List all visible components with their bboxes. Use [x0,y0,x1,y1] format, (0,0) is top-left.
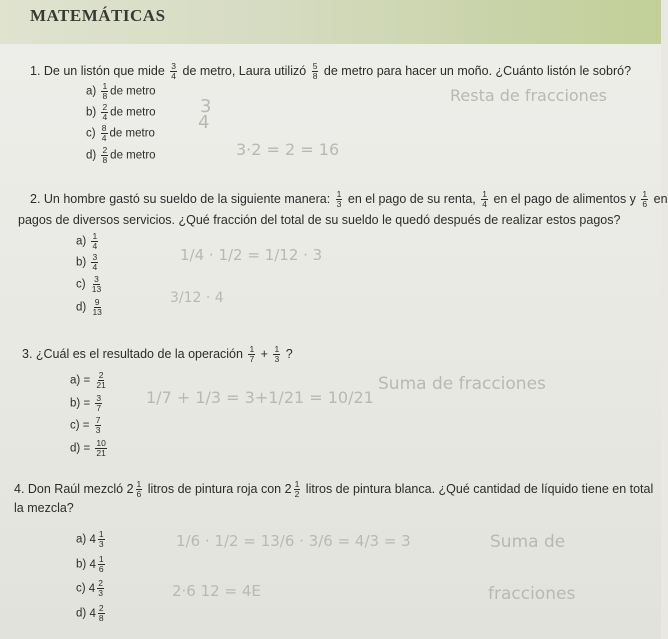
q3-text-post: ? [285,346,293,361]
q4-option-c[interactable]: c) 4 $\frac{2}{3}$ [76,578,103,598]
q2-option-d[interactable]: d) $\frac{9}{13}$ [76,297,102,317]
q1-text-pre: 1. De un listón que mide [30,63,165,78]
q2-option-a[interactable]: a) $\frac{1}{4}$ [76,231,98,251]
q1-option-a[interactable]: a) $\frac{1}{8}$ de metro [86,81,156,101]
q1-option-d[interactable]: d) $\frac{2}{8}$ de metro [86,145,156,165]
question-2-line-2: pagos de diversos servicios. ¿Qué fracción del total de su sueldo le quedó después de realizar estos pagos? [18,213,621,227]
pencil-scribble: fracciones [488,584,576,604]
pencil-scribble: Suma de fracciones [378,374,546,394]
question-3 [22,345,293,364]
q3-text-pre: 3. ¿Cuál es el resultado de la operación [22,346,243,361]
q4-text-pre: 4. Don Raúl mezcló [14,481,124,496]
pencil-scribble: Suma de [490,532,566,552]
q3-option-d[interactable]: d) = $\frac{10}{21}$ [70,438,106,458]
q2-fraction-1: $\frac{1}{3}$ [336,189,342,209]
q2-fraction-3: $\frac{1}{6}$ [642,189,648,209]
question-2 [30,190,668,209]
q3-option-a[interactable]: a) = $\frac{2}{21}$ [70,370,106,390]
q1-text-post: de metro para hacer un moño. ¿Cuánto listón le sobró? [323,63,632,78]
q4-mixed-number-1: 2 $\frac{1}{6}$ [126,479,142,499]
pencil-scribble: 3 [200,96,212,117]
q2-option-b[interactable]: b) $\frac{3}{4}$ [76,252,98,272]
pencil-scribble: 2·6 12 = 4E [172,582,261,600]
q1-text-mid: de metro, Laura utilizó [182,63,307,78]
q2-fraction-2: $\frac{1}{4}$ [482,189,487,209]
q3-fraction-1: $\frac{1}{7}$ [249,344,255,364]
q4-text-mid: litros de pintura roja con [147,481,282,496]
pencil-scribble: 4 [198,112,210,133]
question-1 [30,62,631,81]
q2-text-mid2: en el pago de alimentos y [493,191,636,206]
q3-option-b[interactable]: b) = $\frac{3}{7}$ [70,393,102,413]
q4-option-d[interactable]: d) 4 $\frac{2}{8}$ [76,603,104,623]
page-title: MATEMÁTICAS [30,6,166,25]
q2-text-end: en [653,191,668,206]
q4-option-a[interactable]: a) 4 $\frac{1}{3}$ [76,529,104,549]
q1-option-c[interactable]: c) $\frac{8}{4}$ de metro [86,123,155,143]
question-4 [14,480,653,499]
q3-option-c[interactable]: c) = $\frac{7}{3}$ [70,415,101,435]
pencil-scribble: Resta de fracciones [450,86,607,105]
q3-fraction-2: $\frac{1}{3}$ [274,344,280,364]
q1-fraction-2: $\frac{5}{8}$ [312,61,318,81]
pencil-scribble: 3·2 = 2 = 16 [236,140,340,159]
q4-mixed-number-2: 2 $\frac{1}{2}$ [284,479,300,499]
pencil-scribble: 1/4 · 1/2 = 1/12 · 3 [180,246,323,264]
pencil-scribble: 1/6 · 1/2 = 13/6 · 3/6 = 4/3 = 3 [176,532,411,550]
q1-fraction-1: $\frac{3}{4}$ [171,61,177,81]
q3-plus: + [260,346,268,361]
pencil-scribble: 1/7 + 1/3 = 3+1/21 = 10/21 [146,388,374,407]
q4-text-post: litros de pintura blanca. ¿Qué cantidad de líquido tiene en total [305,481,654,496]
question-4-line-2: la mezcla? [14,501,74,515]
q1-option-b[interactable]: b) $\frac{2}{4}$ de metro [86,102,156,122]
q2-option-c[interactable]: c) $\frac{3}{13}$ [76,274,102,294]
q2-text-pre: 2. Un hombre gastó su sueldo de la siguiente manera: [30,191,331,206]
q2-text-mid1: en el pago de su renta, [347,191,476,206]
q4-option-b[interactable]: b) 4 $\frac{1}{6}$ [76,554,104,574]
pencil-scribble: 3/12 · 4 [170,290,224,306]
